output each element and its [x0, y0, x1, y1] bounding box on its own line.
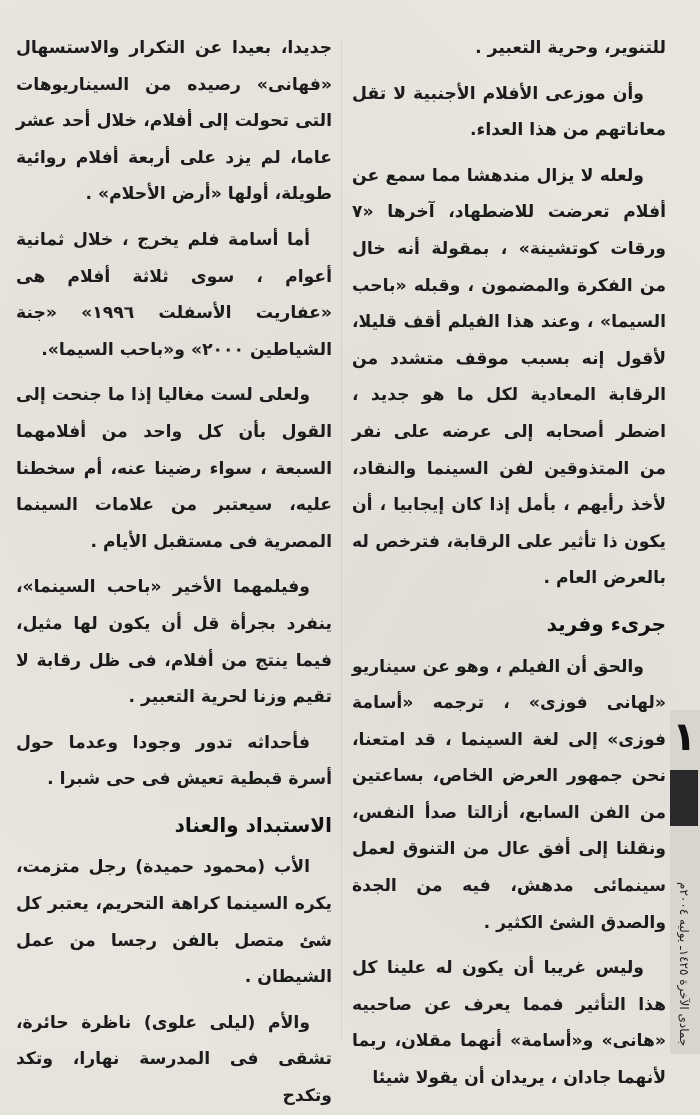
paragraph: والحق أن الفيلم ، وهو عن سيناريو «لهانى فوزى» ، ترجمه «أسامة فوزى» إلى لغة السينما ، قد امتعنا، نحن جمهور العرض الخاص، بساعتين من الفن السابع، أزالتا صدأ النفس، ونقلنا إلى أفق عال من التنوق لعمل سينمائى مدهش، فيه من الجدة والصدق الشئ الكثير .	[352, 656, 666, 933]
issue-date-caption: جمادى الآخرة ١٤٢٥ـ يوليه ٢٠٠٤م	[677, 881, 691, 1046]
paragraph: ولعلى لست مغاليا إذا ما جنحت إلى القول بأن كل واحد من أفلامهما السبعة ، سواء رضينا عنه، أم سخطنا عليه، سيعتبر من علامات السينما المصرية فى مستقبل الأيام .	[16, 385, 332, 552]
paragraph: وليس غريبا أن يكون له علينا كل هذا التأثير فمما يعرف عن صاحبيه «هانى» و«أسامة» أنهما مقلان، ربما لأنهما جادان ، يريدان أن يقولا شيئا	[352, 958, 666, 1089]
right-column	[352, 30, 666, 1089]
side-tab-bar	[670, 770, 698, 826]
paragraph: والأم (ليلى علوى) ناظرة حائرة، تشقى فى المدرسة نهارا، وتكد وتكدح	[16, 1012, 332, 1107]
paragraph: الأب (محمود حميدة) رجل متزمت، يكره السينما كراهة التحريم، يعتبر كل شئ متصل بالفن رجسا من عمل الشيطان .	[16, 857, 332, 988]
paragraph: أما أسامة فلم يخرج ، خلال ثمانية أعوام ، سوى ثلاثة أفلام هى «عفاريت الأسفلت ١٩٩٦» «جنة الشياطين ٢٠٠٠» و«باحب السيما».	[16, 229, 332, 360]
page-section-number: ١	[672, 714, 697, 760]
subheading: جرىء وفريد	[546, 611, 666, 636]
paragraph: ولعله لا يزال مندهشا مما سمع عن أفلام تعرضت للاضطهاد، آخرها «٧ ورقات كوتشينة» ، بمقولة أنه خال من الفكرة والمضمون ، وقبله «باحب السيما» ، وعند هذا الفيلم أقف قليلا، لأقول إنه بسبب موقف متشدد من الرقابة المعادية لكل ما هو جديد ، اضطر أصحابه إلى عرضه على نفر من المتذوقين لفن السينما والنقاد، لأخذ رأيهم ، بأمل إذا كان إيجابيا ، أن يكون ذا تأثير على الرقابة، فترخص له بالعرض العام .	[352, 165, 666, 589]
paragraph: وفيلمهما الأخير «باحب السينما»، ينفرد بجرأة قل أن يكون لها مثيل، فيما ينتج من أفلام، فى ظل رقابة لا تقيم وزنا لحرية التعبير .	[16, 577, 332, 708]
paragraph: للتنوير، وحرية التعبير .	[475, 38, 666, 58]
column-divider	[341, 40, 342, 1040]
subheading: الاستبداد والعناد	[174, 812, 332, 837]
paragraph: وأن موزعى الأفلام الأجنبية لا تقل معاناتهم من هذا العداء.	[352, 83, 666, 141]
left-column	[16, 30, 332, 1107]
paragraph: فأحداثه تدور وجودا وعدما حول أسرة قبطية تعيش فى حى شبرا .	[16, 732, 332, 790]
paragraph: جديدا، بعيدا عن التكرار والاستسهال «فهانى» رصيده من السيناريوهات التى تحولت إلى أفلام، خلال أحد عشر عاما، لم يزد على أربعة أفلام روائية طويلة، أولها «أرض الأحلام» .	[16, 38, 332, 205]
